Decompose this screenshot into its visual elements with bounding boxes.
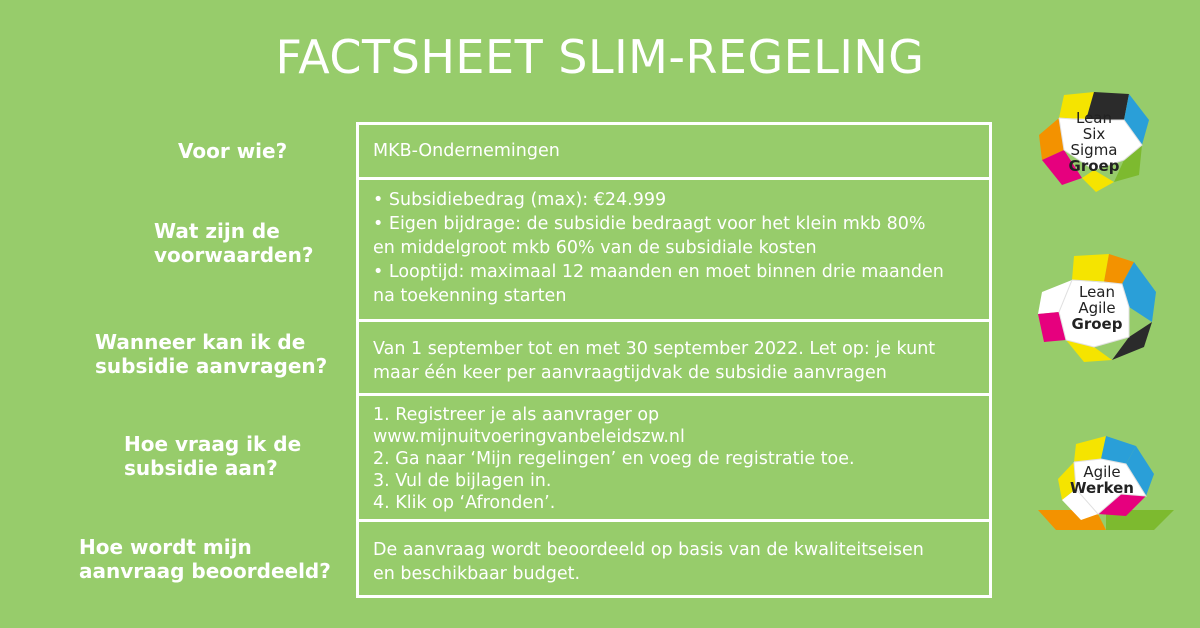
row-label-hoe-aanvragen: Hoe vraag ik de subsidie aan? bbox=[124, 432, 302, 480]
lean-agile-groep-logo bbox=[1034, 252, 1160, 367]
lean-six-sigma-groep-logo-text: Lean Six Sigma Groep bbox=[1068, 109, 1120, 175]
lean-six-sigma-groep-logo bbox=[1034, 90, 1154, 195]
row-label-wanneer: Wanneer kan ik de subsidie aanvragen? bbox=[95, 330, 328, 378]
row-label-beoordeeld: Hoe wordt mijn aanvraag beoordeeld? bbox=[79, 535, 331, 583]
agile-werken-logo bbox=[1036, 434, 1176, 530]
row-box-beoordeeld: De aanvraag wordt beoordeeld op basis van de kwaliteitseisen en beschikbaar budget. bbox=[356, 519, 992, 598]
lean-agile-groep-logo-text: Lean Agile Groep bbox=[1071, 283, 1123, 333]
row-label-voor-wie: Voor wie? bbox=[178, 139, 288, 163]
row-box-voorwaarden: • Subsidiebedrag (max): €24.999 • Eigen bijdrage: de subsidie bedraagt voor het klein mkb 80% en middelgroot mkb 60% van de subsidiale kosten • Looptijd: maximaal 12 maanden en moet binnen drie maanden na toekenning starten bbox=[356, 177, 992, 322]
page-title: FACTSHEET SLIM-REGELING bbox=[275, 30, 925, 84]
row-label-voorwaarden: Wat zijn de voorwaarden? bbox=[154, 219, 314, 267]
row-box-voor-wie: MKB-Ondernemingen bbox=[356, 122, 992, 180]
agile-werken-logo-text: Agile Werken bbox=[1069, 463, 1134, 497]
row-box-wanneer: Van 1 september tot en met 30 september 2022. Let op: je kunt maar één keer per aanvraagtijdvak de subsidie aanvragen bbox=[356, 319, 992, 396]
row-box-hoe-aanvragen: 1. Registreer je als aanvrager op www.mijnuitvoeringvanbeleidszw.nl 2. Ga naar ‘Mijn regelingen’ en voeg de registratie toe. 3. Vul de bijlagen in. 4. Klik op ‘Afronden’. bbox=[356, 393, 992, 522]
